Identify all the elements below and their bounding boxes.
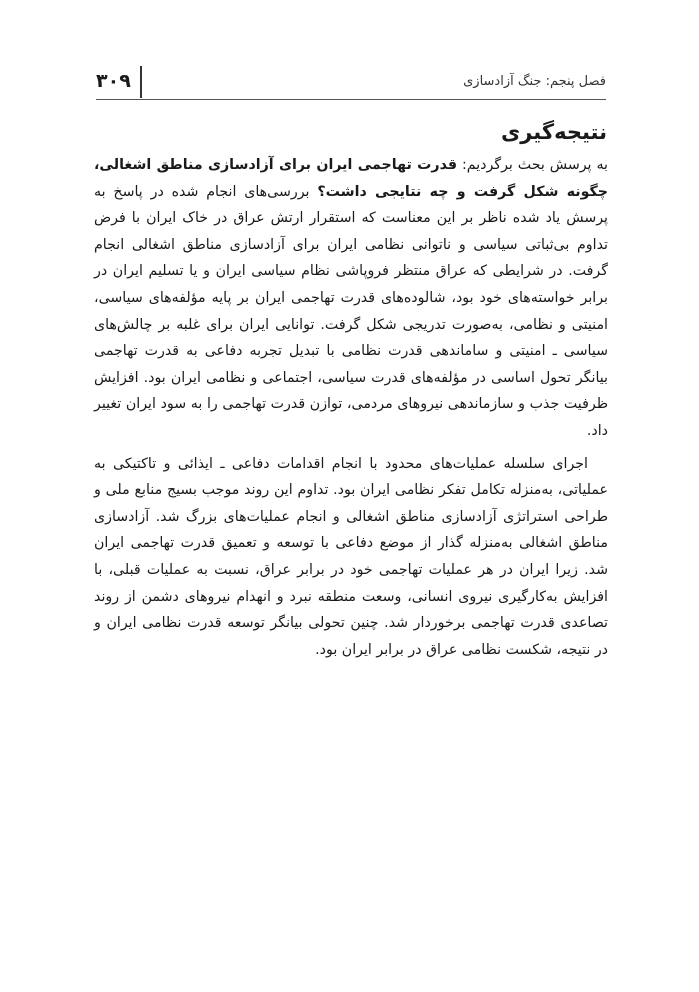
research-question: قدرت تهاجمی ایران برای آزادسازی مناطق اشغالی، چگونه شکل گرفت و چه نتایجی داشت؟: [94, 157, 608, 200]
paragraph-conclusion-1: [94, 152, 608, 445]
paragraph-conclusion-2: [94, 451, 608, 664]
body-text: [94, 152, 608, 669]
paragraph-intro: به پرسش بحث برگردیم:: [462, 157, 608, 173]
paragraph-body: بررسی‌های انجام شده در پاسخ به پرسش یاد شده ناظر بر این معناست که استقرار ارتش عراق در خاک ایران با فرض تداوم بی‌ثباتی سیاسی و ناتوانی نظامی ایران برای آزادسازی مناطق اشغالی انجام گرفت. در شرایطی که عراق منتظر فروپاشی نظام سیاسی ایران و یا تسلیم ایران در برابر خواسته‌های خود بود، شالوده‌های قدرت تهاجمی ایران بر پایه مؤلفه‌های سیاسی، امنیتی و نظامی، به‌صورت تدریجی شکل گرفت. توانایی ایران برای غلبه بر چالش‌های سیاسی ـ امنیتی و ساماندهی قدرت نظامی با تبدیل تجربه دفاعی به قدرت تهاجمی بیانگر تحول اساسی در مؤلفه‌های قدرت سیاسی، اجتماعی و نظامی ایران بود. افزایش ظرفیت جذب و سازماندهی نیروهای مردمی، توازن قدرت تهاجمی را به سود ایران تغییر داد.: [94, 183, 608, 439]
page-header: [96, 66, 606, 100]
chapter-title: فصل پنجم: جنگ آزادسازی: [463, 74, 606, 89]
page-number: ۳۰۹: [96, 70, 131, 92]
paragraph-body: اجرای سلسله عملیات‌های محدود با انجام اقدامات دفاعی ـ ایذائی و تاکتیکی به عملیاتی، به‌منزله تکامل تفکر نظامی ایران بود. تداوم این روند موجب بسیج منابع ملی و طراحی استراتژی آزادسازی مناطق اشغالی و انجام عملیات‌های بزرگ شد. آزادسازی مناطق اشغالی به‌منزله گذار از موضع دفاعی با توسعه و تعمیق قدرت تهاجمی ایران شد. زیرا ایران در هر عملیات تهاجمی خود در برابر عراق، نسبت به عملیات قبلی، با افزایش به‌کارگیری نیروی انسانی، وسعت منطقه نبرد و انهدام نیروهای دشمن از روند تصاعدی قدرت تهاجمی برخوردار شد. چنین تحولی بیانگر توسعه قدرت نظامی ایران و در نتیجه، شکست نظامی عراق در برابر ایران بود.: [94, 455, 608, 658]
header-rule: [96, 99, 606, 100]
section-heading: نتیجه‌گیری: [501, 120, 607, 144]
header-divider: [140, 66, 142, 98]
